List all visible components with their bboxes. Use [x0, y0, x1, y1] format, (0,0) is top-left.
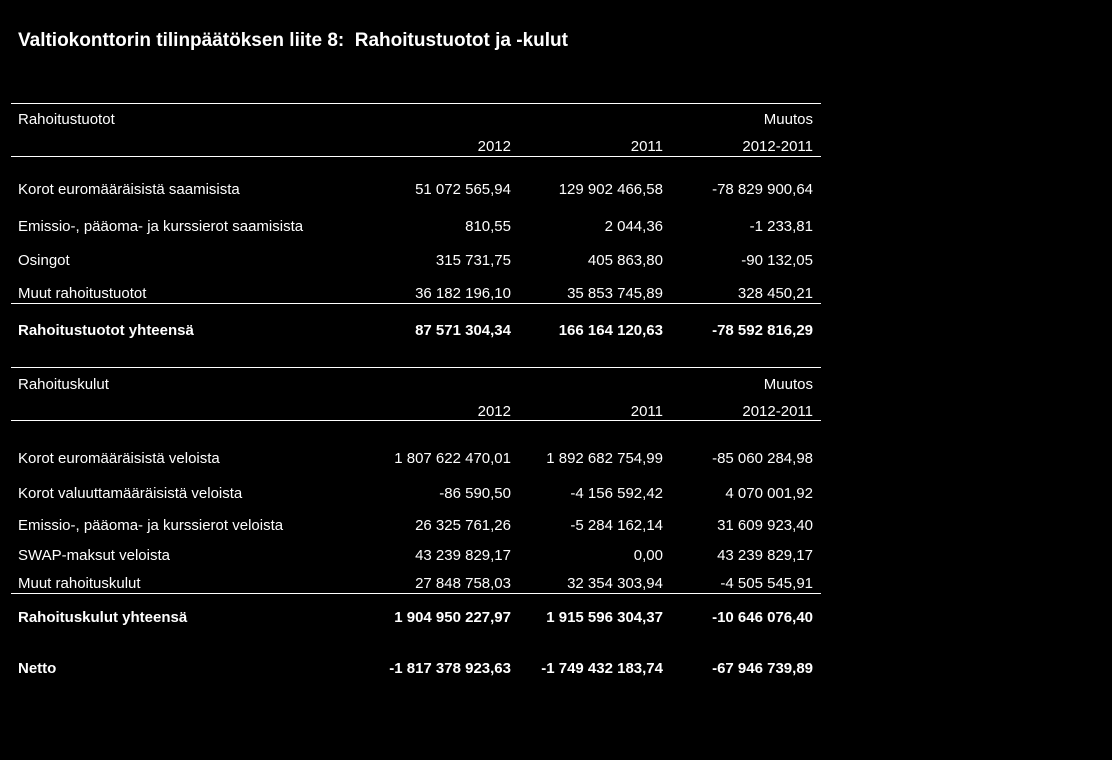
income-total-2012: 87 571 304,34 — [415, 322, 511, 339]
expenses-row-2012: 26 325 761,26 — [415, 517, 511, 534]
expenses-heading: Rahoituskulut — [18, 376, 109, 393]
net-2012: -1 817 378 923,63 — [389, 660, 511, 677]
income-change-header: Muutos — [763, 111, 813, 128]
expenses-row-2012: 27 848 758,03 — [415, 575, 511, 592]
expenses-row-2012: 1 807 622 470,01 — [394, 450, 511, 467]
income-row-2012: 810,55 — [465, 218, 511, 235]
income-col-2011: 2011 — [630, 138, 663, 155]
income-row-2012: 315 731,75 — [435, 252, 511, 269]
expenses-total-label: Rahoituskulut yhteensä — [18, 609, 188, 626]
income-total-change: -78 592 816,29 — [712, 322, 813, 339]
income-row-2011: 129 902 466,58 — [558, 181, 663, 198]
income-row-label: Emissio-, pääoma- ja kurssierot saamisista — [18, 218, 304, 235]
expenses-row-2011: 0,00 — [633, 547, 663, 564]
income-row-2012: 36 182 196,10 — [415, 285, 511, 302]
expenses-row-2011: 32 354 303,94 — [567, 575, 663, 592]
expenses-row-label: Emissio-, pääoma- ja kurssierot veloista — [18, 517, 284, 534]
divider — [11, 367, 821, 368]
expenses-row-change: 31 609 923,40 — [717, 517, 813, 534]
income-row-2011: 35 853 745,89 — [567, 285, 663, 302]
expenses-total-change: -10 646 076,40 — [712, 609, 813, 626]
expenses-row-change: 4 070 001,92 — [725, 485, 813, 502]
expenses-row-label: Korot euromääräisistä veloista — [18, 450, 220, 467]
expenses-col-2011: 2011 — [630, 403, 663, 420]
expenses-row-2011: -4 156 592,42 — [570, 485, 663, 502]
expenses-row-label: Muut rahoituskulut — [18, 575, 141, 592]
income-total-label: Rahoitustuotot yhteensä — [18, 322, 194, 339]
expenses-row-2011: 1 892 682 754,99 — [546, 450, 663, 467]
income-row-2011: 2 044,36 — [604, 218, 663, 235]
income-row-label: Muut rahoitustuotot — [18, 285, 147, 302]
page-title: Valtiokonttorin tilinpäätöksen liite 8: Rahoitustuotot ja -kulut — [18, 30, 568, 51]
expenses-row-label: Korot valuuttamääräisistä veloista — [18, 485, 243, 502]
expenses-change-header: Muutos — [763, 376, 813, 393]
income-heading: Rahoitustuotot — [18, 111, 115, 128]
divider — [11, 420, 821, 421]
expenses-total-2011: 1 915 596 304,37 — [546, 609, 663, 626]
income-row-2012: 51 072 565,94 — [415, 181, 511, 198]
income-total-2011: 166 164 120,63 — [558, 322, 663, 339]
divider — [11, 103, 821, 104]
income-row-change: -90 132,05 — [741, 252, 813, 269]
expenses-row-change: -85 060 284,98 — [712, 450, 813, 467]
expenses-row-label: SWAP-maksut veloista — [18, 547, 170, 564]
income-col-2012: 2012 — [477, 138, 511, 155]
expenses-row-2011: -5 284 162,14 — [570, 517, 663, 534]
divider — [11, 593, 821, 594]
expenses-row-change: 43 239 829,17 — [717, 547, 813, 564]
income-row-change: -1 233,81 — [749, 218, 813, 235]
income-row-2011: 405 863,80 — [587, 252, 663, 269]
expenses-row-2012: 43 239 829,17 — [415, 547, 511, 564]
expenses-row-2012: -86 590,50 — [439, 485, 511, 502]
expenses-col-2012: 2012 — [477, 403, 511, 420]
net-change: -67 946 739,89 — [712, 660, 813, 677]
expenses-col-change: 2012-2011 — [742, 403, 813, 420]
net-label: Netto — [18, 660, 57, 677]
income-row-change: -78 829 900,64 — [712, 181, 813, 198]
income-row-label: Korot euromääräisistä saamisista — [18, 181, 240, 198]
income-col-change: 2012-2011 — [742, 138, 813, 155]
income-row-change: 328 450,21 — [737, 285, 813, 302]
expenses-total-2012: 1 904 950 227,97 — [394, 609, 511, 626]
divider — [11, 303, 821, 304]
divider — [11, 156, 821, 157]
expenses-row-change: -4 505 545,91 — [720, 575, 813, 592]
net-2011: -1 749 432 183,74 — [541, 660, 663, 677]
income-row-label: Osingot — [18, 252, 70, 269]
